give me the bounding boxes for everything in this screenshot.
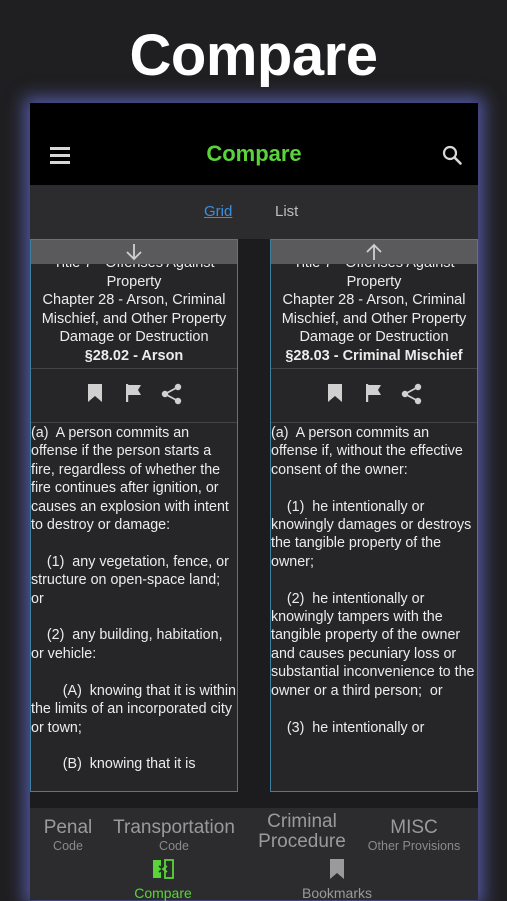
flag-icon[interactable] [365,383,383,403]
panel-actions [31,370,237,422]
app-bar [30,103,478,185]
panel-chapter: Chapter 28 - Arson, Criminal Mischief, and Other Property Damage or Destruction [41,292,227,345]
promo-title: Compare [129,23,378,88]
nav-penal-code[interactable] [36,818,100,854]
bookmark-icon [328,858,346,880]
section-body-text: (a) A person commits an offense if, without the effective consent of the owner: (1) he intentionally or knowingly damages or destroys the tangible property of the owner; (2) he intentionally or knowingly tampers with the tangible property of the owner and causes pecuniary loss or substantial inconvenience to the owner or a third person; or (3) he intentionally or [271,425,475,736]
panel-title-line2: Property [346,273,402,290]
nav-label: Procedure [258,831,346,852]
nav-transportation-code[interactable] [106,818,242,854]
panel-title-line2: Property [106,273,162,290]
nav-label: Compare [134,885,192,901]
segment-grid[interactable]: Grid [204,203,233,220]
nav-label: Transportation [113,817,235,838]
compare-panel-left[interactable] [30,239,238,792]
search-icon[interactable] [442,145,462,165]
nav-label: Bookmarks [301,885,373,901]
divider [31,422,237,423]
share-icon[interactable] [401,383,423,405]
view-segment-bar [30,185,478,239]
nav-bookmarks[interactable] [292,858,382,901]
panel-section: §28.03 - Criminal Mischief [285,347,463,364]
panel-section: §28.02 - Arson [84,347,184,364]
arrow-down-icon [125,243,143,261]
panel-heading [31,254,237,365]
nav-label: Criminal [267,811,337,832]
scroll-up-button[interactable] [271,240,477,264]
nav-criminal-procedure[interactable] [250,812,354,852]
divider [271,368,477,369]
bookmark-icon[interactable] [327,383,343,403]
nav-misc[interactable] [360,818,468,854]
panel-chapter: Chapter 28 - Arson, Criminal Mischief, and Other Property Damage or Destruction [281,292,467,345]
panel-actions [271,370,477,422]
scroll-down-button[interactable] [31,240,237,264]
share-icon[interactable] [161,383,183,405]
nav-sublabel: Code [159,839,189,853]
arrow-up-icon [365,243,383,261]
segment-list[interactable]: List [275,203,299,220]
bottom-navigation [30,808,478,900]
compare-icon [152,858,174,880]
device-screen [30,103,478,900]
divider [271,422,477,423]
panel-heading [271,254,477,365]
divider [31,368,237,369]
page-title: Compare [206,141,302,166]
nav-label: Penal [43,817,93,838]
nav-sublabel: Other Provisions [367,839,461,853]
nav-label: MISC [390,817,438,838]
bookmark-icon[interactable] [87,383,103,403]
compare-panel-right[interactable] [270,239,478,792]
section-body-text: (a) A person commits an offense if the person starts a fire, regardless of whether the fire continues after ignition, or causes an explosion with intent to destroy or damage: (1) any vegetation, fence, or structure on open-space land; or (2) any building, habitation, or vehicle: (A) knowing that it is within the limits of an incorporated city or town; (B) knowing that it is [31,425,236,773]
nav-compare[interactable] [118,858,208,901]
flag-icon[interactable] [125,383,143,403]
nav-sublabel: Code [53,839,83,853]
